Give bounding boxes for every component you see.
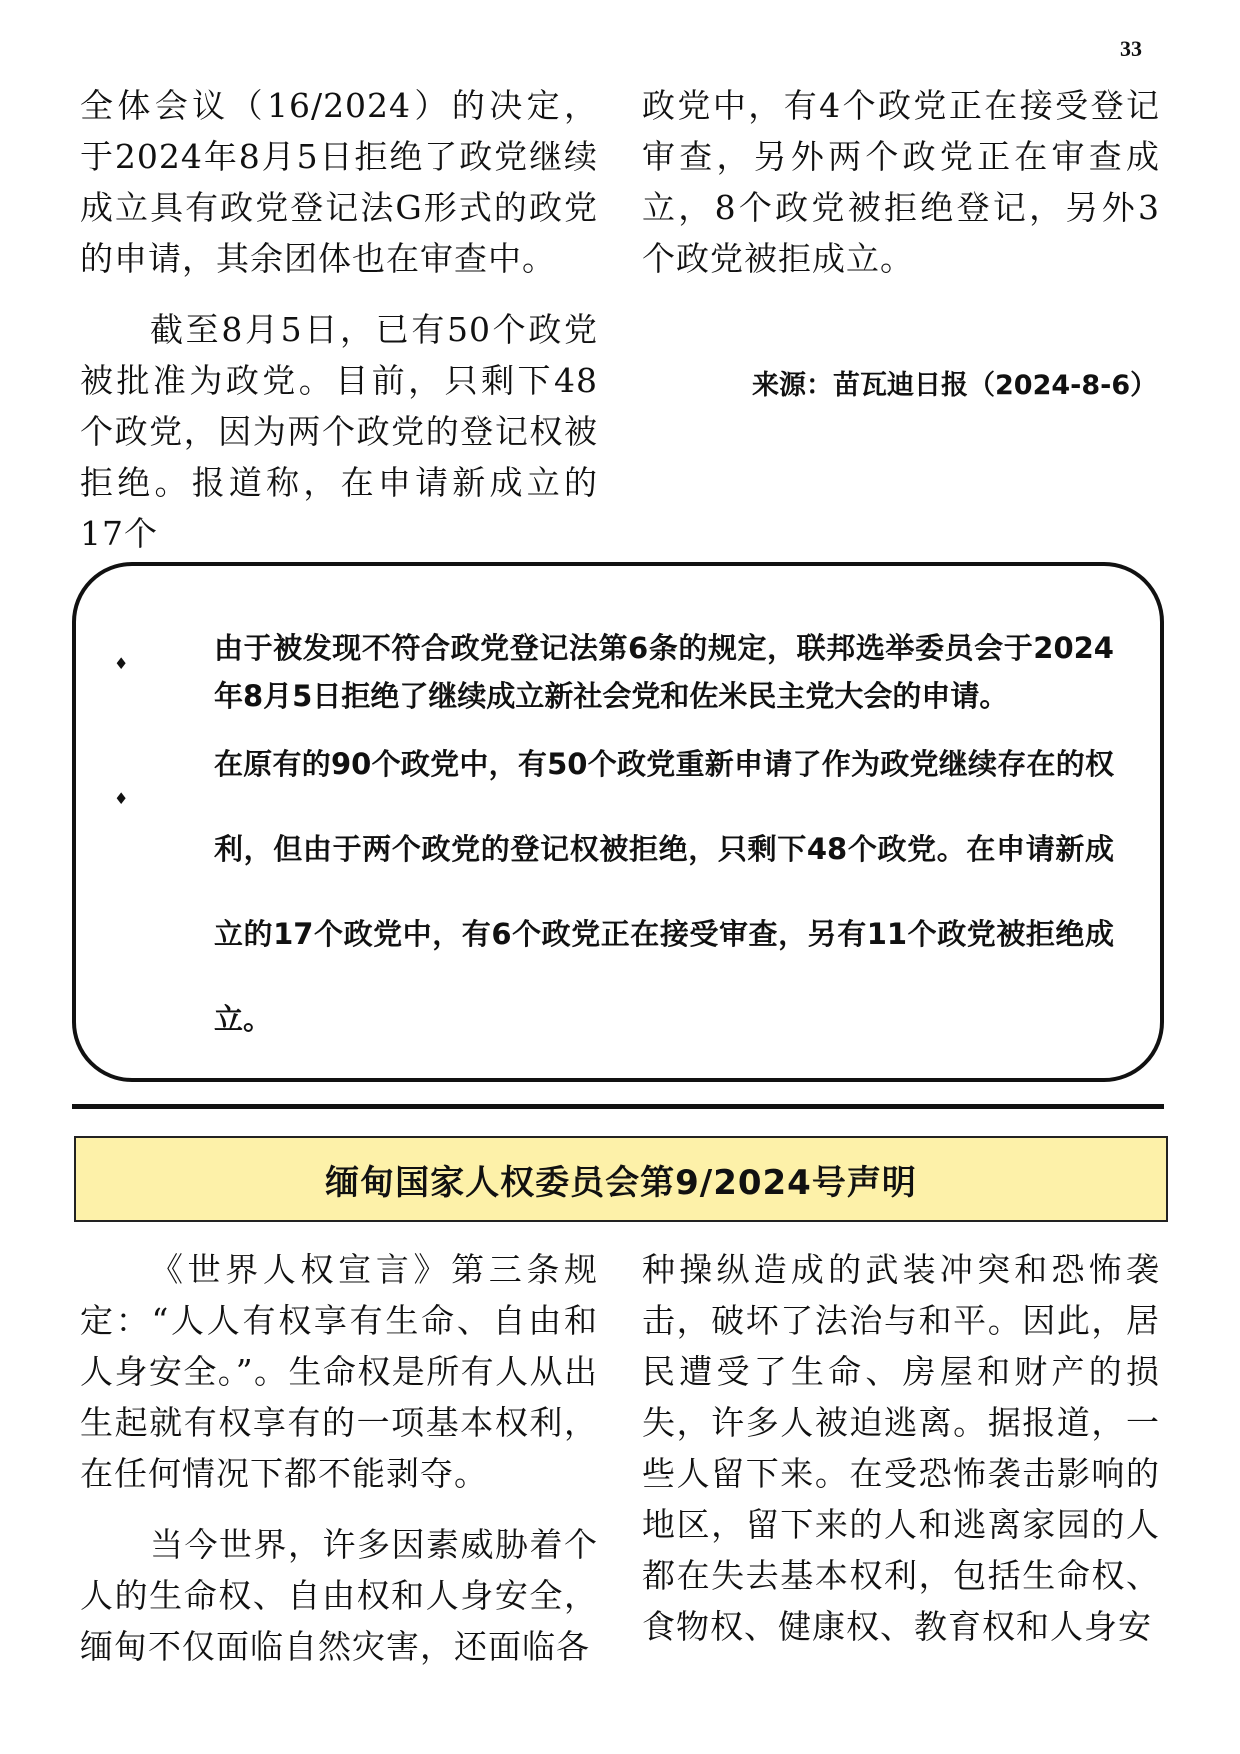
page-number: 33: [1120, 36, 1142, 61]
summary-bullet-text: 在原有的90个政党中，有50个政党重新申请了作为政党继续存在的权利，但由于两个政党的登记权被拒绝，只剩下48个政党。在申请新成立的17个政党中，有6个政党正在接受审查，另有11个政党被拒绝成立。: [214, 747, 1114, 1036]
article1-paragraph-1: 全体会议（16/2024）的决定，于2024年8月5日拒绝了政党继续成立具有政党登记法G形式的政党的申请，其余团体也在审查中。: [80, 86, 598, 278]
summary-bullet: [114, 624, 1114, 720]
section-paragraph-1: 《世界人权宣言》第三条规定：“人人有权享有生命、自由和人身安全。”。生命权是所有人从出生起就有权享有的一项基本权利，在任何情况下都不能剥夺。: [80, 1250, 598, 1493]
section-title: 缅甸国家人权委员会第9/2024号声明: [325, 1162, 917, 1203]
article1-left-column: [80, 80, 598, 559]
diamond-bullet-icon: ♦: [114, 789, 129, 808]
section-left-column: [80, 1244, 598, 1672]
section-right-column: [642, 1244, 1160, 1652]
summary-box: [72, 562, 1164, 1082]
article1-paragraph-3: 政党中，有4个政党正在接受登记审查，另外两个政党正在审查成立，8个政党被拒绝登记，另外3个政党被拒成立。: [642, 86, 1160, 278]
section-title-banner: [74, 1136, 1168, 1222]
article1-right-column: [642, 80, 1160, 284]
summary-bullet-text: 由于被发现不符合政党登记法第6条的规定，联邦选举委员会于2024年8月5日拒绝了继续成立新社会党和佐米民主党大会的申请。: [214, 631, 1114, 713]
section-divider: [72, 1104, 1164, 1109]
section-paragraph-2: 当今世界，许多因素威胁着个人的生命权、自由权和人身安全，缅甸不仅面临自然灾害，还面临各: [80, 1525, 598, 1666]
article1-source: 来源：苗瓦迪日报（2024-8-6）: [752, 370, 1158, 401]
section-paragraph-3: 种操纵造成的武装冲突和恐怖袭击，破坏了法治与和平。因此，居民遭受了生命、房屋和财产的损失，许多人被迫逃离。据报道，一些人留下来。在受恐怖袭击影响的地区，留下来的人和逃离家园的人都在失去基本权利，包括生命权、食物权、健康权、教育权和人身安: [642, 1250, 1160, 1646]
diamond-bullet-icon: ♦: [114, 654, 129, 673]
summary-bullet: [114, 722, 1114, 1062]
article1-paragraph-2: 截至8月5日，已有50个政党被批准为政党。目前，只剩下48个政党，因为两个政党的登记权被拒绝。报道称，在申请新成立的17个: [80, 310, 598, 553]
